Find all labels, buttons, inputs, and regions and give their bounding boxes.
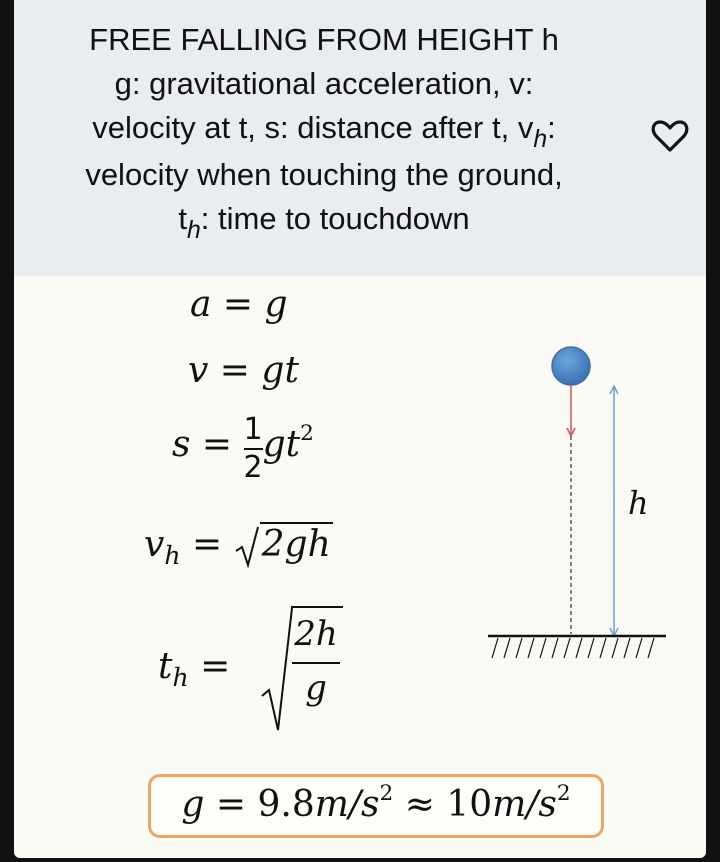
- radical-sign-icon: [260, 604, 294, 734]
- heart-outline-icon: [650, 116, 690, 156]
- description-line: g: gravitational acceleration, v:: [114, 66, 534, 101]
- formula-distance: s = $\frac{1}{2}$ $gt^2$: [172, 412, 314, 485]
- formula-velocity: v = gt: [188, 350, 299, 391]
- radical-bar: [291, 606, 343, 608]
- formula-touch-velocity: $v_h = 2gh$: [144, 524, 331, 570]
- description-line: velocity at t, s: distance after t, $v_h$:: [92, 110, 556, 153]
- fraction-bar: [292, 662, 340, 664]
- formula-touch-time: $t_h$ =: [158, 646, 231, 692]
- ball: [552, 347, 590, 385]
- formula-acceleration: a = g: [190, 284, 288, 325]
- fraction: $\frac{1}{2}$: [243, 412, 263, 485]
- description-line: $t_h$: time to touchdown: [178, 201, 470, 244]
- height-label: h: [628, 484, 649, 522]
- formula-card: [14, 0, 706, 858]
- favorite-button[interactable]: [650, 116, 690, 156]
- fraction-denominator: g: [305, 668, 327, 708]
- fraction-numerator: 2h: [294, 614, 338, 654]
- title-line: FREE FALLING FROM HEIGHT h: [89, 22, 559, 57]
- card-title: [34, 18, 614, 244]
- radical-sign-icon: [234, 525, 260, 569]
- gravity-constant-box: $g = 9.8m/s^2 \approx 10m/s^2$: [148, 774, 604, 838]
- card-header: [14, 0, 706, 276]
- ground-hatching: [492, 638, 654, 658]
- description-line: velocity when touching the ground,: [85, 157, 563, 192]
- square-root: 2gh: [234, 524, 333, 569]
